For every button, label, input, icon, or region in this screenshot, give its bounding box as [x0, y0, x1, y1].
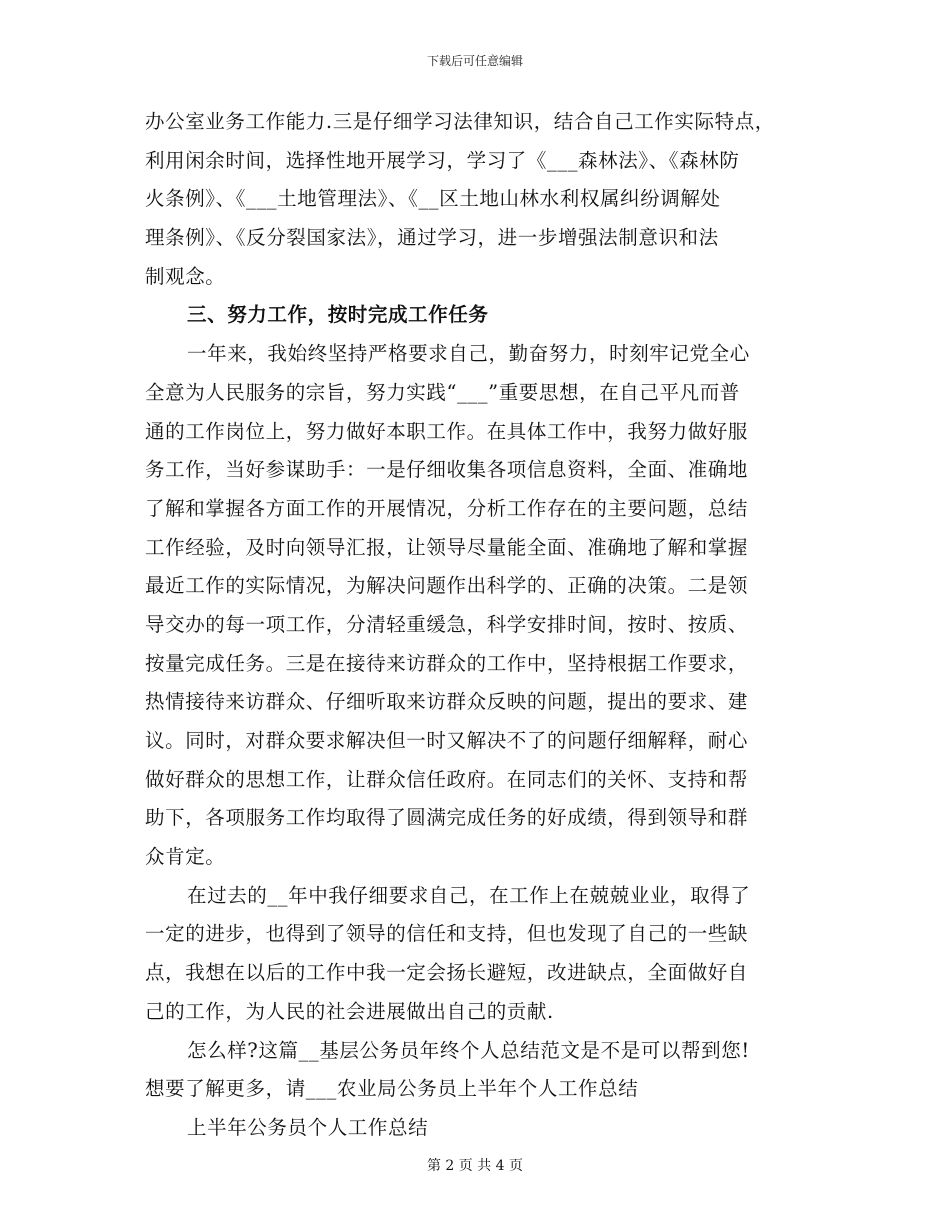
text-line: 一年来，我始终坚持严格要求自己，勤奋努力，时刻牢记党全心 [187, 342, 750, 366]
text-line: 利用闲余时间，选择性地开展学习，学习了《___森林法》、《森林防 [145, 148, 740, 172]
text-line: 制观念。 [145, 264, 226, 288]
text-line: 一定的进步，也得到了领导的信任和支持，但也发现了自己的一些缺 [145, 922, 749, 946]
text-line: 己的工作，为人民的社会进展做出自己的贡献. [145, 999, 554, 1023]
text-line: 全意为人民服务的宗旨，努力实践“___”重要思想，在自己平凡而普 [145, 380, 740, 404]
text-line: 导交办的每一项工作，分清轻重缓急，科学安排时间，按时、按质、 [145, 612, 749, 636]
text-line: 在过去的__年中我仔细要求自己，在工作上在兢兢业业，取得了 [187, 883, 751, 907]
text-line: 众肯定。 [145, 845, 226, 869]
text-line: 议。同时，对群众要求解决但一时又解决不了的问题仔细解释，耐心 [145, 729, 749, 752]
page-header: 下载后可任意编辑 [426, 54, 523, 68]
text-line: 最近工作的实际情况，为解决问题作出科学的、正确的决策。二是领 [145, 574, 749, 598]
text-line: 点，我想在以后的工作中我一定会扬长避短，改进缺点，全面做好自 [145, 961, 749, 985]
text-line: 想要了解更多，请___农业局公务员上半年个人工作总结 [145, 1077, 639, 1101]
text-line: 火条例》、《___土地管理法》、《__区土地山林水利权属纠纷调解处 [145, 187, 721, 211]
text-line: 务工作，当好参谋助手：一是仔细收集各项信息资料，全面、准确地 [145, 458, 749, 482]
document-body [145, 103, 810, 1148]
section-heading: 三、努力工作，按时完成工作任务 [187, 303, 489, 327]
text-line: 按量完成任务。三是在接待来访群众的工作中，坚持根据工作要求， [145, 651, 749, 675]
text-line: 做好群众的思想工作，让群众信任政府。在同志们的关怀、支持和帮 [145, 767, 749, 791]
text-line: 了解和掌握各方面工作的开展情况，分析工作存在的主要问题，总结 [145, 496, 749, 520]
text-line: 助下，各项服务工作均取得了圆满完成任务的好成绩，得到领导和群 [145, 806, 749, 830]
text-line: 工作经验，及时向领导汇报，让领导尽量能全面、准确地了解和掌握 [145, 535, 749, 559]
text-line: 办公室业务工作能力.三是仔细学习法律知识，结合自己工作实际特点， [145, 110, 775, 133]
text-line: 怎么样?这篇__基层公务员年终个人总结范文是不是可以帮到您! [187, 1038, 750, 1062]
text-line: 理条例》、《反分裂国家法》，通过学习，进一步增强法制意识和法 [145, 226, 719, 250]
text-line: 通的工作岗位上，努力做好本职工作。在具体工作中，我努力做好服 [145, 419, 749, 443]
text-line: 热情接待来访群众、仔细听取来访群众反映的问题，提出的要求、建 [145, 690, 749, 714]
page-footer: 第 2 页 共 4 页 [426, 1158, 524, 1174]
text-line: 上半年公务员个人工作总结 [187, 1115, 429, 1139]
